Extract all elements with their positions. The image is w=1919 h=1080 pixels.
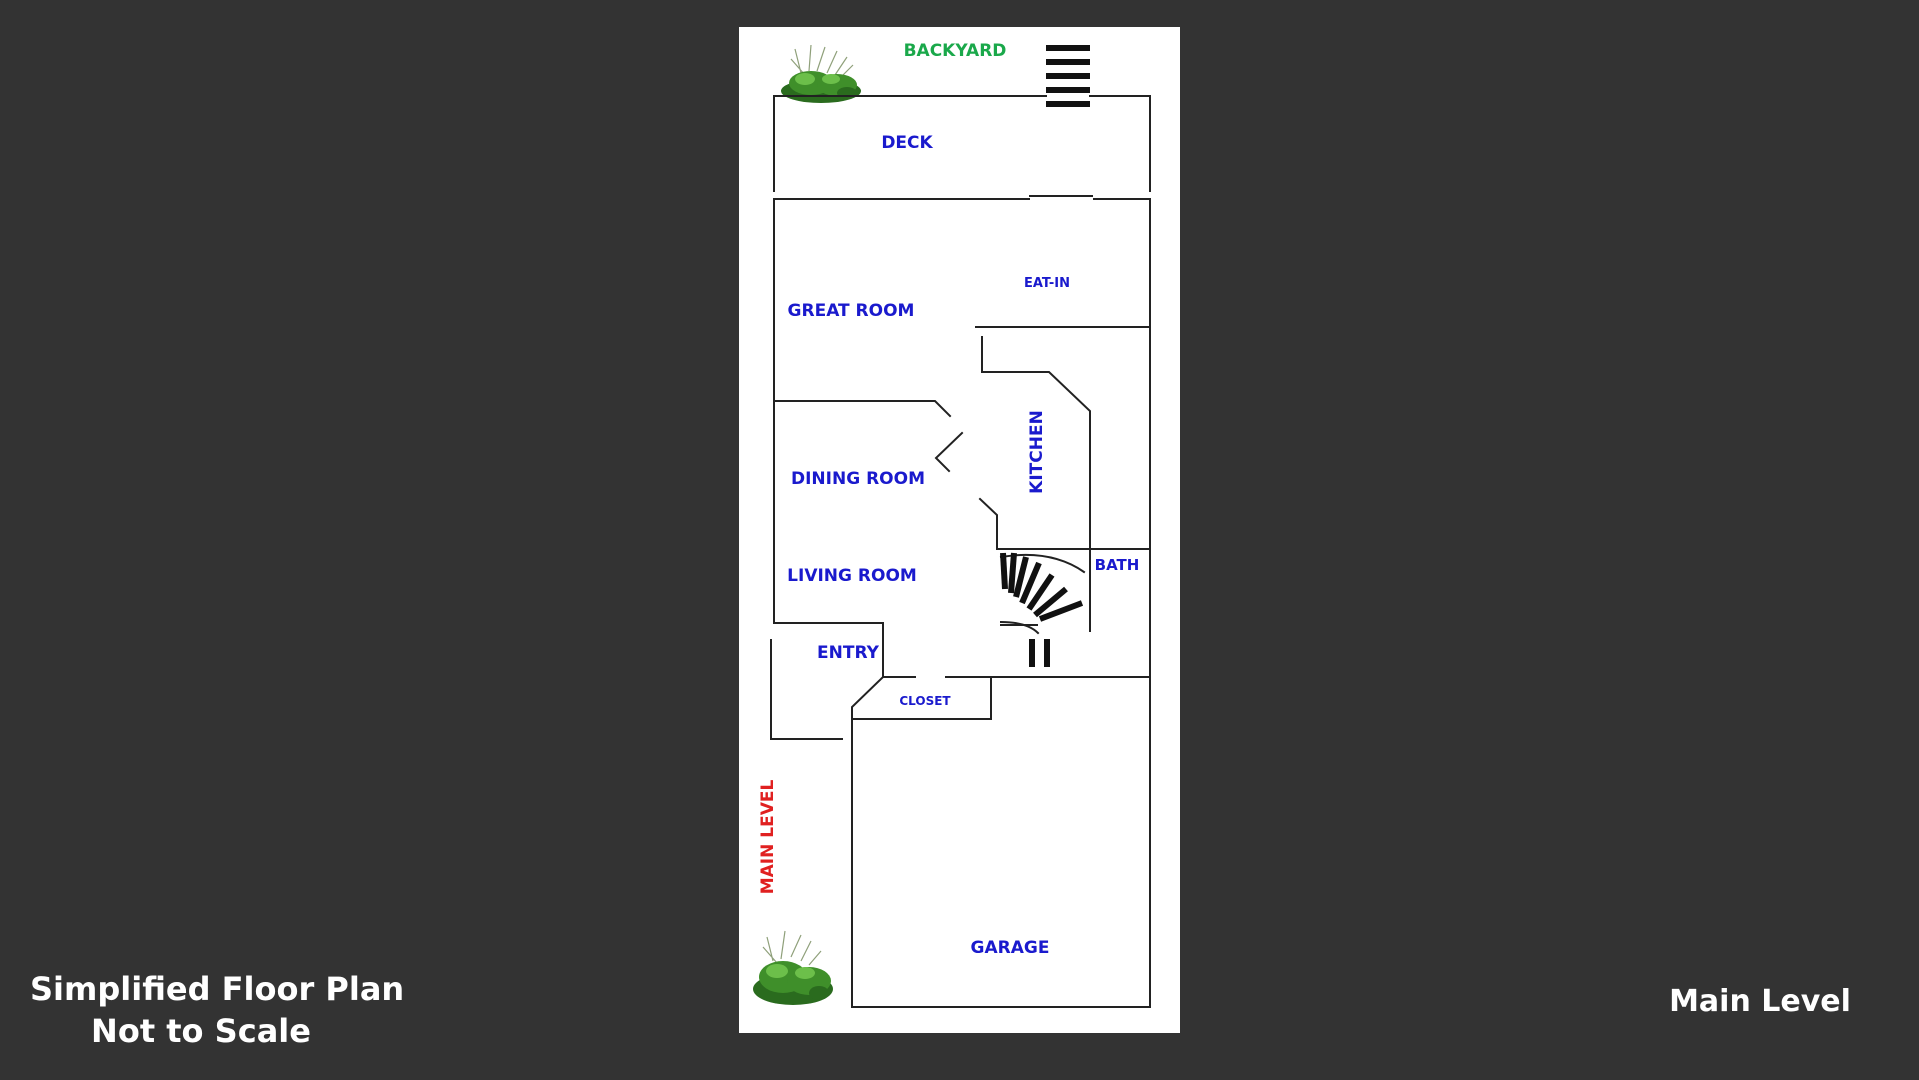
floor-plan-card: [739, 27, 1180, 1033]
backyard-label: BACKYARD: [903, 41, 1007, 61]
caption-title: Simplified Floor Plan: [30, 970, 405, 1008]
room-label-entry: ENTRY: [817, 643, 879, 663]
deck-walls: [774, 96, 1150, 191]
room-label-dining-room: DINING ROOM: [791, 469, 925, 489]
back-steps-icon: [1046, 48, 1090, 104]
room-label-garage: GARAGE: [970, 938, 1050, 958]
room-label-kitchen: KITCHEN: [1027, 410, 1047, 494]
main-level-side-label: MAIN LEVEL: [758, 779, 778, 895]
room-label-eat-in: EAT-IN: [1023, 276, 1071, 291]
caption-subtitle: Not to Scale: [91, 1012, 311, 1050]
room-label-deck: DECK: [881, 133, 933, 153]
room-label-closet: CLOSET: [899, 694, 951, 708]
staircase-icon: [1001, 553, 1084, 667]
level-caption: Main Level: [1669, 984, 1851, 1019]
shrub-icon-bottom: [753, 931, 833, 1005]
floor-plan-drawing: [739, 27, 1180, 1033]
room-label-great-room: GREAT ROOM: [787, 301, 915, 321]
floor-plan-caption: [30, 968, 405, 1052]
room-label-bath: BATH: [1094, 556, 1140, 574]
room-label-living-room: LIVING ROOM: [787, 566, 917, 586]
shrub-icon-top: [781, 45, 861, 103]
